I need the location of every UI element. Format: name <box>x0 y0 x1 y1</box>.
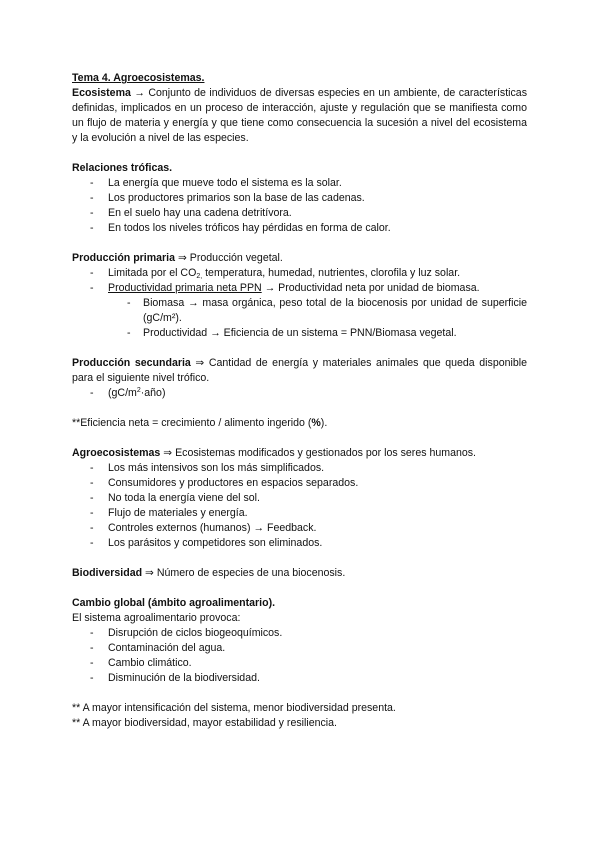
list-item: - Los productores primarios son la base de las cadenas. <box>72 191 527 206</box>
list-item: - Controles externos (humanos) → Feedback. <box>72 521 527 536</box>
eficiencia-end: ). <box>320 417 328 429</box>
biodiversidad-definition <box>72 566 527 581</box>
list-item <box>72 281 527 296</box>
limits-text: temperatura, humedad, nutrientes, clorofila y luz solar. <box>202 267 461 279</box>
primaria-definition <box>72 251 527 266</box>
primaria-def: ⇒ Producción vegetal. <box>175 252 283 264</box>
list-item <box>72 266 527 281</box>
eficiencia-text: **Eficiencia neta = crecimiento / alimento ingerido ( <box>72 417 312 429</box>
unit-text: (gC/m <box>108 387 137 399</box>
list-item: - Los más intensivos son los más simplificados. <box>72 461 527 476</box>
document-title: Tema 4. Agroecosistemas. <box>72 72 205 84</box>
biodiversidad-def: ⇒ Número de especies de una biocenosis. <box>142 567 346 579</box>
co2-subscript: 2, <box>196 273 203 280</box>
agro-definition <box>72 446 527 461</box>
unit-text-end: ·año) <box>140 387 166 399</box>
document-page <box>72 71 527 731</box>
secundaria-list <box>72 386 527 401</box>
agro-term: Agroecosistemas <box>72 447 161 459</box>
list-item: - En el suelo hay una cadena detritívora. <box>72 206 527 221</box>
list-item: - La energía que mueve todo el sistema es la solar. <box>72 176 527 191</box>
ppn-term: Productividad primaria neta PPN <box>108 282 262 294</box>
eficiencia-note <box>72 416 527 431</box>
note-biodiversidad: ** A mayor biodiversidad, mayor estabilidad y resiliencia. <box>72 717 337 729</box>
co2-text: Limitada por el CO <box>108 267 197 279</box>
primaria-term: Producción primaria <box>72 252 176 264</box>
list-item: - Cambio climático. <box>72 656 527 671</box>
note-intensificacion: ** A mayor intensificación del sistema, menor biodiversidad presenta. <box>72 702 396 714</box>
list-item: - Consumidores y productores en espacios separados. <box>72 476 527 491</box>
ecosistema-term: Ecosistema <box>72 87 131 99</box>
ppn-def: → Productividad neta por unidad de biomasa. <box>261 282 480 294</box>
ecosistema-def: → Conjunto de individuos de diversas especies en un ambiente, de características definidas, implicados en un proceso de interacción, ajuste y regulación que se manifiesta como un flujo de materia y energía y que tiene como consecuencia la sucesión a nivel del ecosistema y la evolución a nivel de las especies. <box>72 87 527 144</box>
relaciones-list <box>72 176 527 236</box>
relaciones-heading: Relaciones tróficas. <box>72 162 173 174</box>
list-item: - Los parásitos y competidores son eliminados. <box>72 536 527 551</box>
eficiencia-percent: % <box>311 417 321 429</box>
cambio-list <box>72 626 527 686</box>
primaria-list <box>72 266 527 341</box>
sub-list-item: - Productividad → Eficiencia de un sistema = PNN/Biomasa vegetal. <box>72 326 527 341</box>
secundaria-definition <box>72 356 527 386</box>
secundaria-def: ⇒ Cantidad de energía y materiales animales que queda disponible para el siguiente nivel trófico. <box>72 357 527 384</box>
list-item: - Disrupción de ciclos biogeoquímicos. <box>72 626 527 641</box>
biodiversidad-term: Biodiversidad <box>72 567 143 579</box>
agro-def: ⇒ Ecosistemas modificados y gestionados por los seres humanos. <box>160 447 476 459</box>
list-item: - No toda la energía viene del sol. <box>72 491 527 506</box>
cambio-intro: El sistema agroalimentario provoca: <box>72 612 241 624</box>
list-item: - Contaminación del agua. <box>72 641 527 656</box>
secundaria-term: Producción secundaria <box>72 357 191 369</box>
agro-list <box>72 461 527 551</box>
cambio-heading: Cambio global (ámbito agroalimentario). <box>72 597 276 609</box>
list-item <box>72 386 527 401</box>
list-item: - En todos los niveles tróficos hay pérdidas en forma de calor. <box>72 221 527 236</box>
list-item: - Flujo de materiales y energía. <box>72 506 527 521</box>
unit-superscript: 2 <box>136 387 141 394</box>
list-item: - Disminución de la biodiversidad. <box>72 671 527 686</box>
ecosistema-definition <box>72 86 527 146</box>
sub-list-item: - Biomasa → masa orgánica, peso total de la biocenosis por unidad de superficie (gC/m²). <box>72 296 527 326</box>
